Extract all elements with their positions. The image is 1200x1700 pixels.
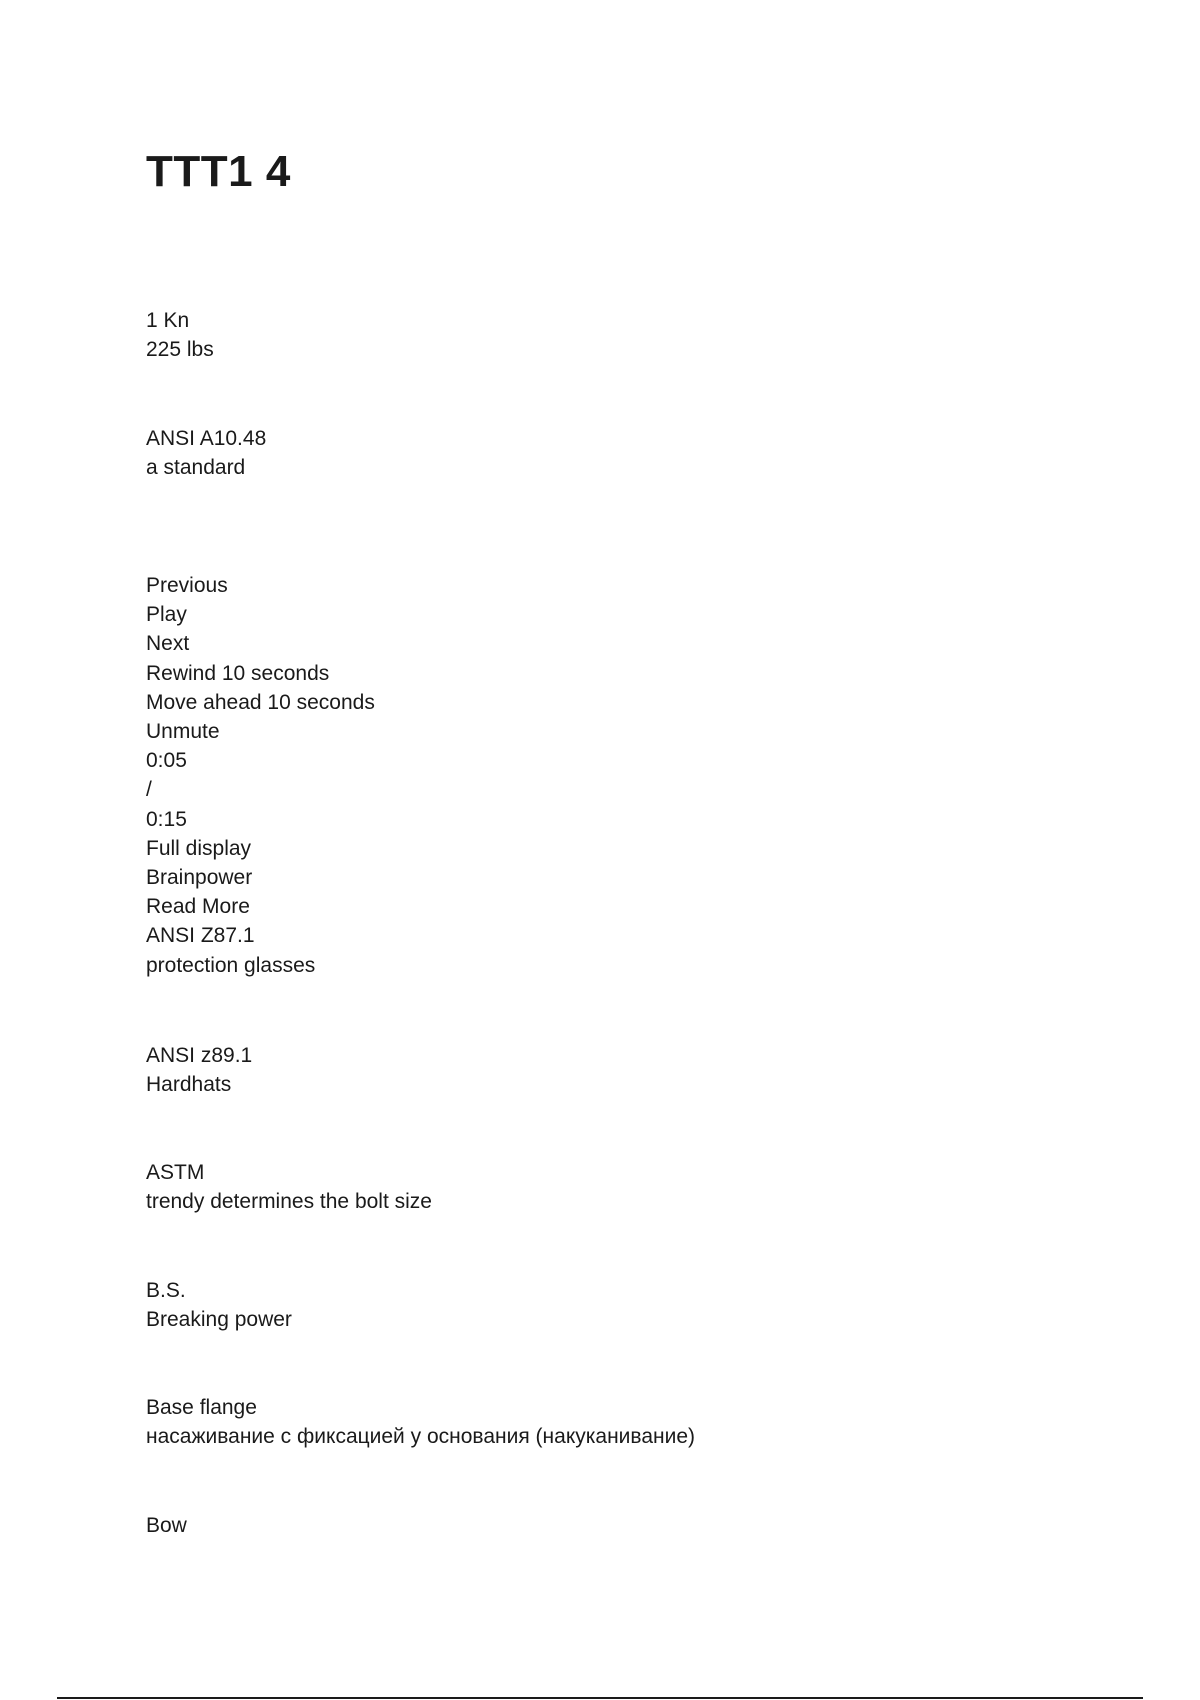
entry-term: ANSI Z87.1 bbox=[146, 924, 255, 948]
entry-term: ANSI A10.48 bbox=[146, 427, 267, 450]
entry-definition: 225 lbs bbox=[146, 338, 214, 362]
entry-ansi-z89-1 bbox=[146, 1041, 252, 1099]
entry-term: ANSI z89.1 bbox=[146, 1044, 253, 1067]
entry-ansi-a10-48 bbox=[146, 424, 266, 482]
entry-definition: Hardhats bbox=[146, 1073, 232, 1097]
brand-link[interactable]: Brainpower bbox=[146, 866, 253, 890]
bottom-divider bbox=[57, 1697, 1143, 1699]
rewind-button[interactable]: Rewind 10 seconds bbox=[146, 661, 330, 685]
entry-b-s bbox=[146, 1276, 292, 1334]
previous-button[interactable]: Previous bbox=[146, 574, 228, 597]
entry-bow bbox=[146, 1511, 187, 1540]
entry-1-kn bbox=[146, 306, 214, 364]
entry-definition: Breaking power bbox=[146, 1308, 292, 1332]
duration: 0:15 bbox=[146, 807, 187, 831]
unmute-button[interactable]: Unmute bbox=[146, 720, 220, 744]
entry-definition: a standard bbox=[146, 456, 246, 480]
fullscreen-button[interactable]: Full display bbox=[146, 836, 252, 860]
media-player-controls bbox=[146, 571, 375, 980]
entry-base-flange bbox=[146, 1393, 695, 1451]
entry-definition: trendy determines the bolt size bbox=[146, 1190, 432, 1214]
current-time: 0:05 bbox=[146, 749, 187, 773]
entry-definition: насаживание с фиксацией у основания (накуканивание) bbox=[146, 1425, 695, 1449]
entry-astm bbox=[146, 1158, 432, 1216]
entry-term: Base flange bbox=[146, 1396, 257, 1419]
play-button[interactable]: Play bbox=[146, 603, 187, 627]
entry-term: B.S. bbox=[146, 1279, 186, 1302]
page-title: TTT1 4 bbox=[146, 147, 291, 196]
time-separator: / bbox=[146, 778, 152, 802]
next-button[interactable]: Next bbox=[146, 632, 190, 656]
entry-term: Bow bbox=[146, 1514, 187, 1537]
entry-definition: protection glasses bbox=[146, 953, 316, 977]
forward-button[interactable]: Move ahead 10 seconds bbox=[146, 690, 375, 714]
entry-term: ASTM bbox=[146, 1161, 205, 1184]
entry-term: 1 Kn bbox=[146, 309, 190, 332]
read-more-link[interactable]: Read More bbox=[146, 895, 250, 919]
